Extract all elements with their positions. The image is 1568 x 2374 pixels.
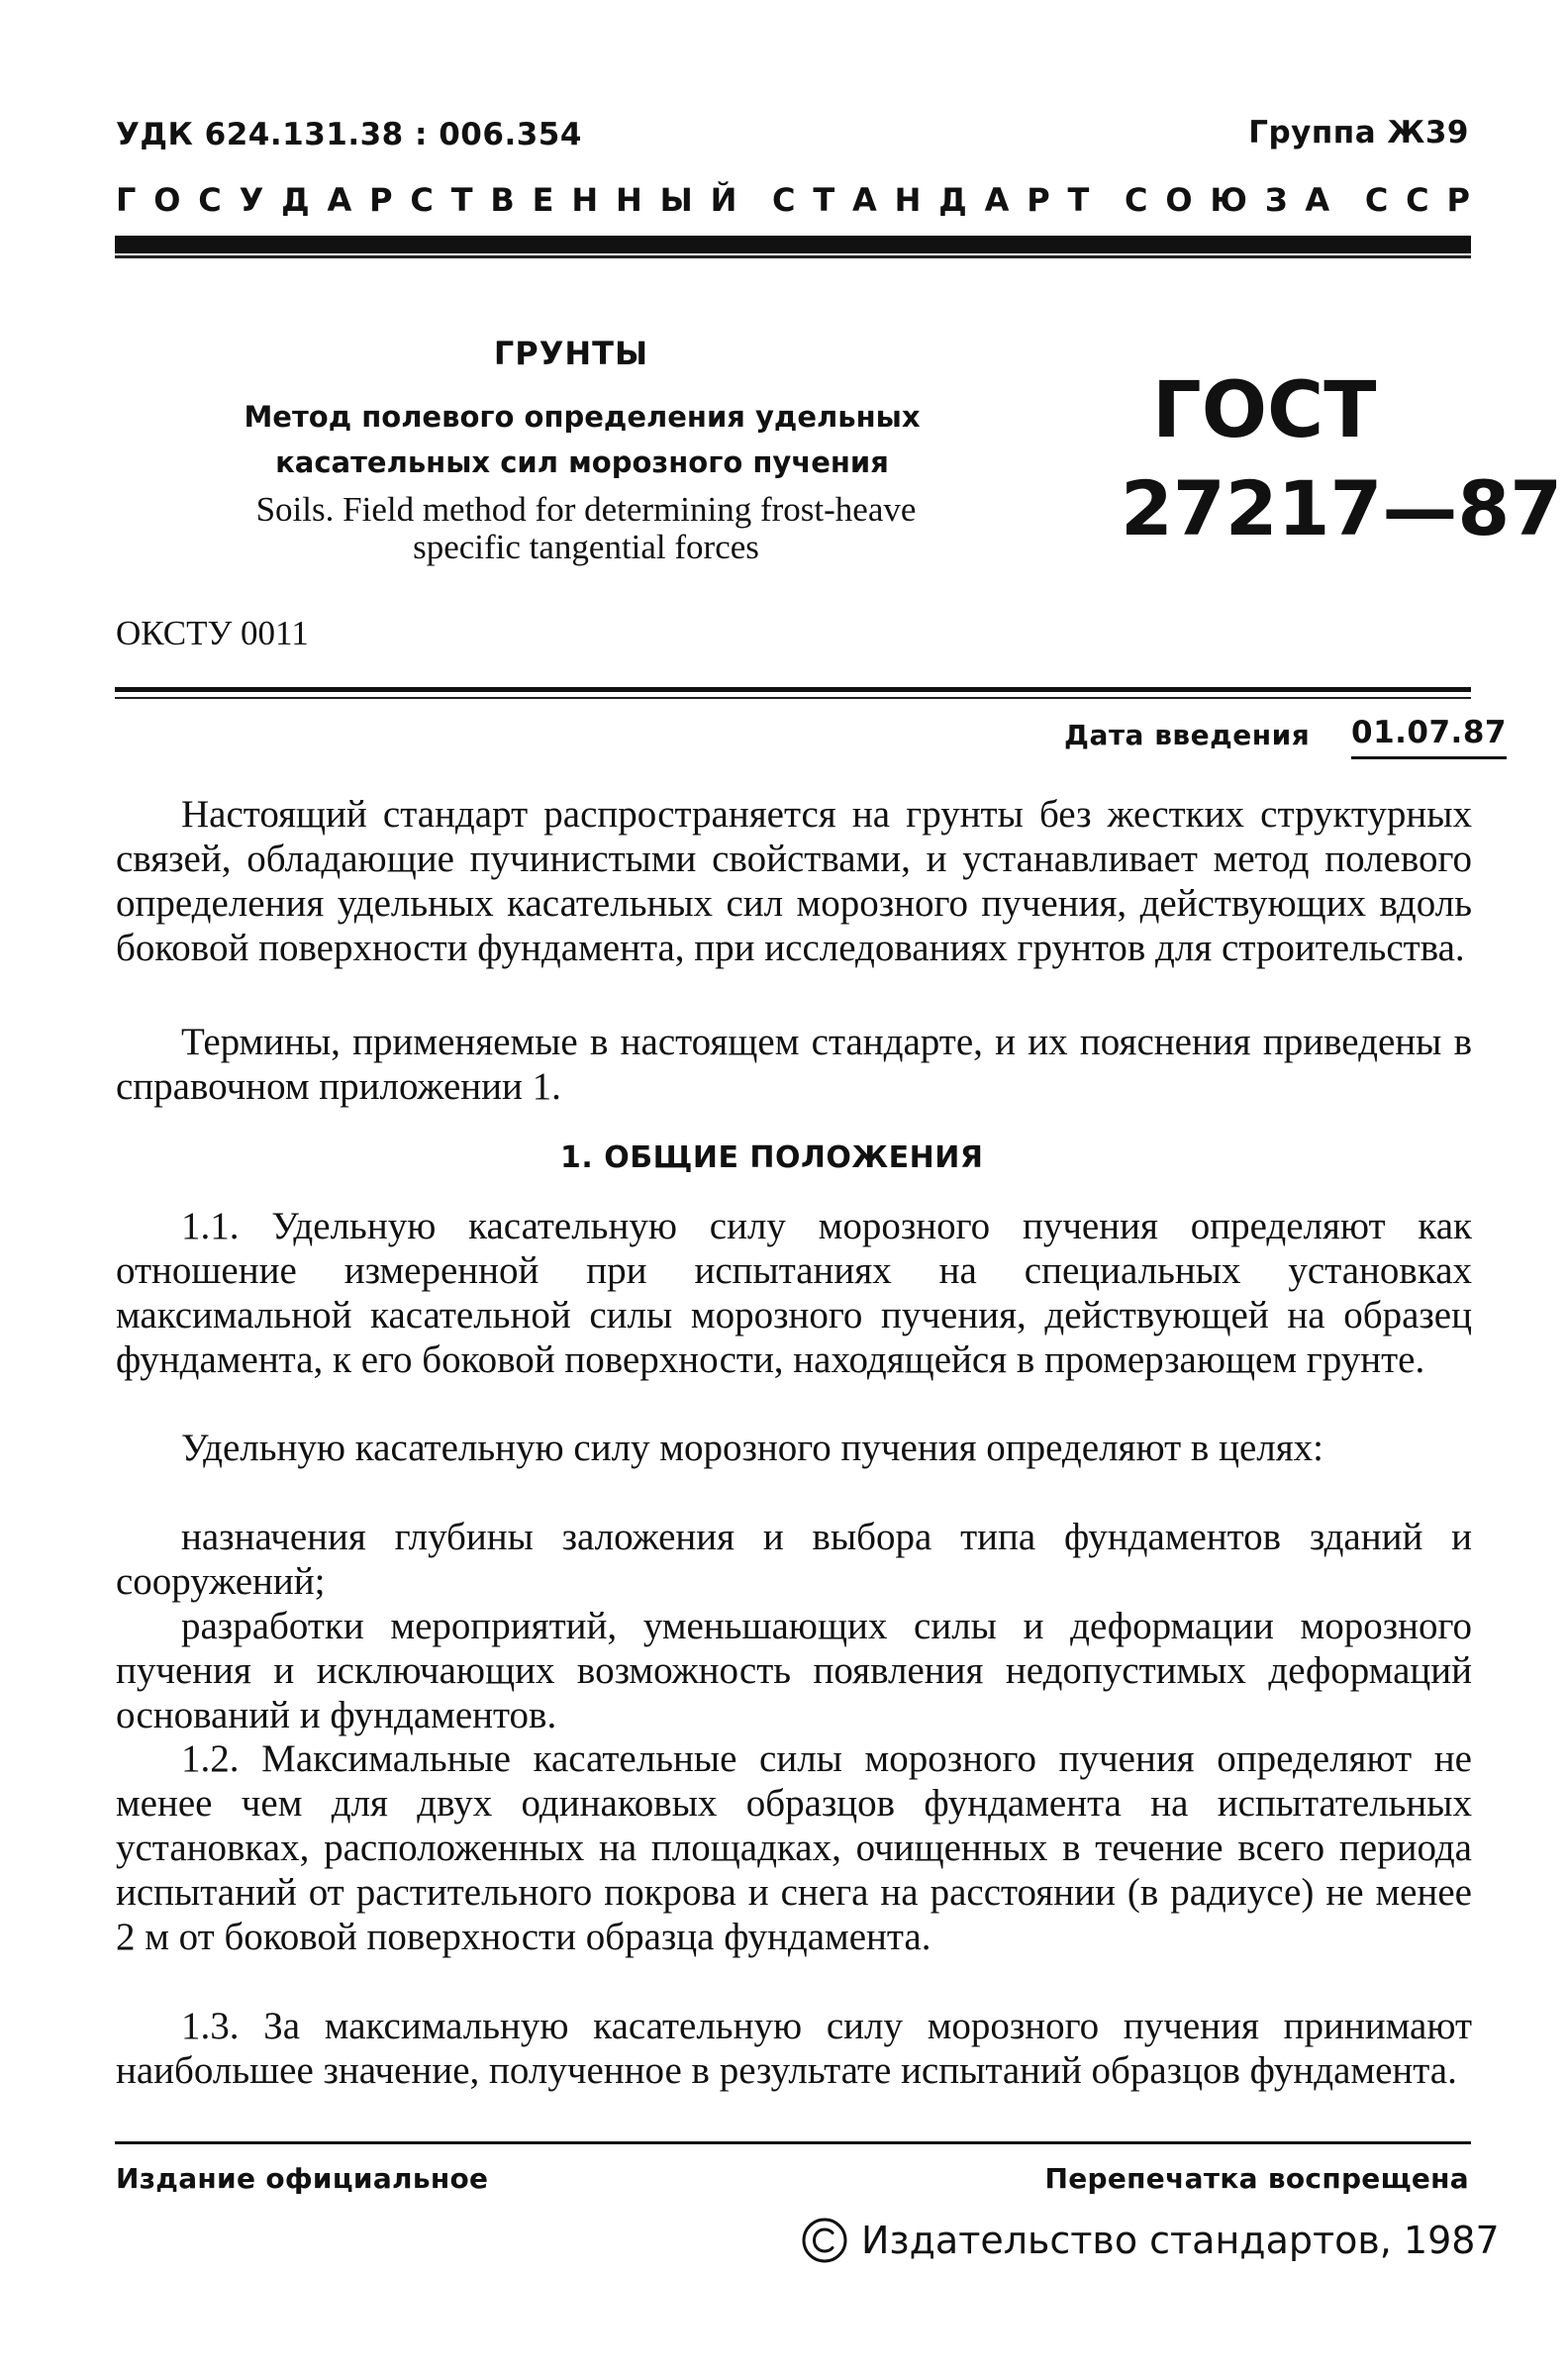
heading-letter: Н <box>571 181 599 219</box>
russian-title-line: Метод полевого определения удельных <box>244 400 921 434</box>
clause-1-1-block <box>116 1204 1472 1382</box>
copyright-text: Издательство стандартов, 1987 <box>861 2219 1500 2262</box>
intro-paragraph-2: Термины, применяемые в настоящем стандарте, и их пояснения приведены в справочном приложении 1. <box>116 1021 1472 1108</box>
english-title-line: Soils. Field method for determining frost-heave <box>255 490 917 529</box>
clause-1-1-item-2-block <box>116 1604 1472 1737</box>
heading-letter: Р <box>1027 181 1050 219</box>
heading-letter: Р <box>369 181 393 219</box>
heading-letter: З <box>1264 181 1288 219</box>
heading-letter: Н <box>615 181 642 219</box>
intro-paragraph-1: Настоящий стандарт распространяется на грунты без жестких структурных связей, обладающие пучинистыми свойствами, и устанавливает метод полевого определения удельных касательных сил морозного пучения, действующих вдоль боковой поверхности фундамента, при исследованиях грунтов для строительства. <box>116 793 1472 969</box>
header-thick-rule <box>115 236 1471 253</box>
heading-letter: Т <box>813 181 835 219</box>
heading-letter: С <box>410 181 434 219</box>
intro-paragraph-1-block <box>116 792 1472 970</box>
heading-letter: Ю <box>1210 181 1247 219</box>
heading-letter: А <box>852 181 877 219</box>
clause-1-2: 1.2. Максимальные касательные силы морозного пучения определяют не менее чем для двух одинаковых образцов фундамента на испытательных установках, расположенных на площадках, очищенных в течение всего периода испытаний от растительного покрова и снега на расстоянии (в радиусе) не менее 2 м от боковой поверхности образца фундамента. <box>116 1737 1472 1958</box>
heading-letter: С <box>1125 181 1148 219</box>
title-bottom-rule <box>115 687 1471 692</box>
copyright-line <box>800 2216 1500 2265</box>
document-subject: ГРУНТЫ <box>493 335 649 372</box>
heading-letter: Й <box>710 181 737 219</box>
russian-title-line: касательных сил морозного пучения <box>275 445 889 479</box>
clause-1-1-item-2: разработки мероприятий, уменьшающих силы и деформации морозного пучения и исключающих возможность появления недопустимых деформаций оснований и фундаментов. <box>116 1605 1472 1736</box>
heading-letter: Д <box>938 181 967 219</box>
clause-1-1: 1.1. Удельную касательную силу морозного пучения определяют как отношение измеренной при испытаниях на специальных установках максимальной касательной силы морозного пучения, действующей на образец фундамента, к его боковой поверхности, находящейся в промерзающем грунте. <box>116 1205 1472 1381</box>
gost-label: ГОСТ <box>1152 366 1377 455</box>
heading-letter: Е <box>532 181 554 219</box>
heading-letter: Д <box>281 181 310 219</box>
heading-letter: С <box>1364 181 1389 219</box>
official-edition-note: Издание официальное <box>116 2162 489 2195</box>
heading-letter: С <box>1406 181 1429 219</box>
clause-1-1-purpose-block <box>116 1426 1472 1470</box>
clause-1-2-block <box>116 1736 1472 1959</box>
clause-1-1-item-1: назначения глубины заложения и выбора типа фундаментов зданий и сооружений; <box>116 1516 1472 1603</box>
english-title <box>170 491 1002 566</box>
heading-letter: Т <box>450 181 473 219</box>
udk-code: УДК 624.131.38 : 006.354 <box>116 117 582 152</box>
copyright-icon <box>800 2216 849 2265</box>
state-standard-heading <box>116 181 1470 219</box>
heading-letter: Р <box>1446 181 1470 219</box>
heading-letter: С <box>198 181 222 219</box>
intro-paragraph-2-block <box>116 1020 1472 1109</box>
title-bottom-thin-rule <box>115 697 1471 699</box>
heading-letter: А <box>1305 181 1330 219</box>
heading-letter: Г <box>116 181 137 219</box>
heading-letter: О <box>1165 181 1193 219</box>
clause-1-3-block <box>116 2004 1472 2093</box>
english-title-line: specific tangential forces <box>413 528 759 566</box>
reprint-prohibited-note: Перепечатка воспрещена <box>1044 2162 1469 2195</box>
heading-letter: У <box>239 181 264 219</box>
heading-letter: А <box>984 181 1010 219</box>
clause-1-1-purpose: Удельную касательную силу морозного пучения определяют в целях: <box>181 1427 1323 1469</box>
footer-rule <box>115 2141 1471 2144</box>
classification-group: Группа Ж39 <box>1248 115 1469 150</box>
russian-title <box>236 394 929 485</box>
heading-letter: Т <box>1067 181 1090 219</box>
heading-letter: А <box>327 181 352 219</box>
header-thin-rule <box>115 255 1471 258</box>
clause-1-3: 1.3. За максимальную касательную силу морозного пучения принимают наибольшее значение, полученное в результате испытаний образцов фундамента. <box>116 2005 1472 2092</box>
clause-1-1-item-1-block <box>116 1515 1472 1604</box>
heading-letter: Ы <box>659 181 693 219</box>
heading-letter: Н <box>894 181 922 219</box>
effective-date-value: 01.07.87 <box>1351 715 1507 759</box>
heading-letter: В <box>490 181 515 219</box>
heading-letter: О <box>153 181 181 219</box>
okstu-code: ОКСТУ 0011 <box>116 614 309 652</box>
section-title: 1. ОБЩИЕ ПОЛОЖЕНИЯ <box>560 1140 984 1175</box>
heading-letter: С <box>772 181 796 219</box>
gost-number: 27217—87 <box>1121 464 1563 552</box>
effective-date-label: Дата введения <box>1064 719 1311 751</box>
